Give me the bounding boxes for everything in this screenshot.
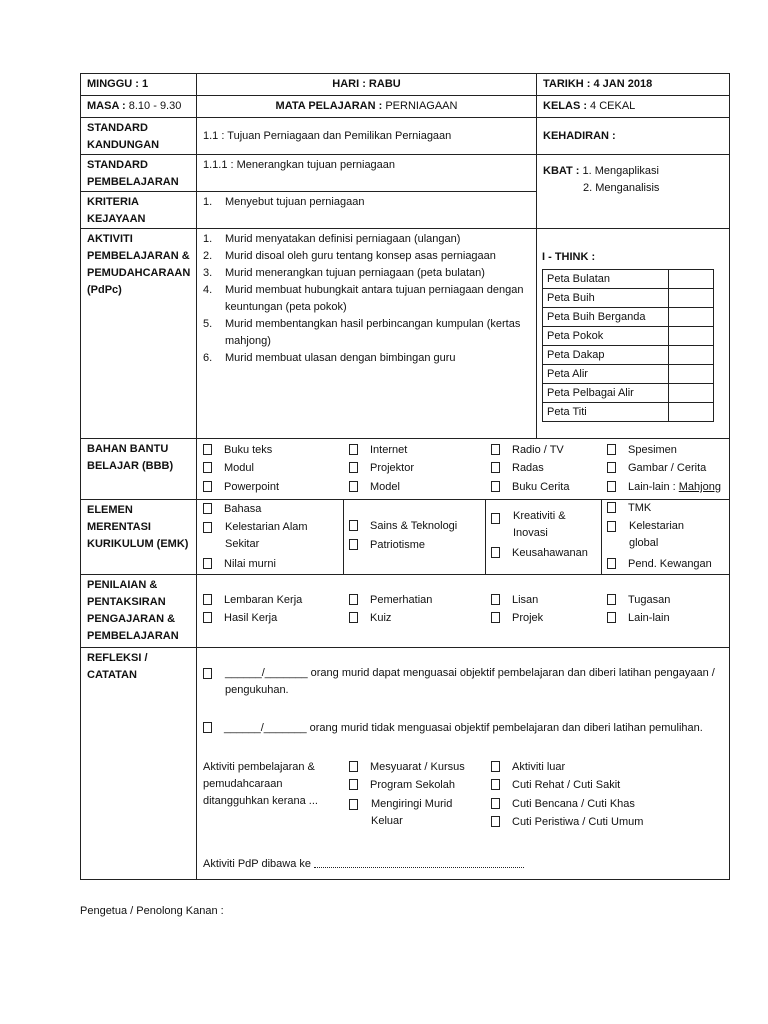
checkbox-icon[interactable] [203, 522, 212, 533]
emk-label: ELEMEN MERENTASI KURIKULUM (EMK) [87, 504, 189, 551]
bbb-option[interactable]: Projektor [349, 460, 414, 477]
emk-option[interactable]: Keusahawanan [491, 545, 588, 562]
standard-kandungan-value-cell [196, 117, 537, 155]
checkbox-icon[interactable] [607, 612, 616, 623]
checkbox-icon[interactable] [349, 799, 358, 810]
dibawa-input[interactable] [314, 867, 524, 868]
checkbox-icon[interactable] [349, 612, 358, 623]
bbb-option[interactable]: Buku Cerita [491, 479, 569, 496]
bbb-option[interactable]: Radas [491, 460, 544, 477]
hari-text: HARI : RABU [332, 78, 401, 90]
kriteria-value-cell [196, 191, 537, 229]
aktiviti-item: 3. Murid menerangkan tujuan perniagaan (peta bulatan) [203, 267, 485, 280]
checkbox-icon[interactable] [491, 481, 500, 492]
penilaian-label: PENILAIAN & PENTAKSIRAN PENGAJARAN & PEMBELAJARAN [87, 579, 179, 643]
ithink-row: Peta Buih Berganda [543, 308, 714, 327]
lesson-plan-table [80, 73, 730, 880]
checkbox-icon[interactable] [491, 612, 500, 623]
kriteria-item: 1. Menyebut tujuan perniagaan [203, 196, 365, 208]
bbb-label: BAHAN BANTU BELAJAR (BBB) [87, 443, 174, 473]
standard-pembelajaran-value: 1.1.1 : Menerangkan tujuan perniagaan [203, 159, 396, 171]
checkbox-icon[interactable] [349, 462, 358, 473]
refleksi-content-cell [196, 647, 730, 880]
penilaian-option[interactable]: Pemerhatian [349, 592, 432, 609]
checkbox-icon[interactable] [491, 798, 500, 809]
checkbox-icon[interactable] [607, 444, 616, 455]
ithink-row: Peta Pelbagai Alir [543, 384, 714, 403]
emk-option[interactable]: TMK [607, 500, 651, 517]
checkbox-icon[interactable] [607, 521, 616, 532]
kbat-item-2: 2. Menganalisis [583, 182, 660, 195]
kbat-cell [536, 154, 730, 229]
kehadiran-label: KEHADIRAN : [543, 130, 616, 142]
checkbox-icon[interactable] [349, 444, 358, 455]
bbb-option[interactable]: Model [349, 479, 400, 496]
checkbox-icon[interactable] [349, 520, 358, 531]
aktiviti-value-cell [196, 228, 537, 439]
checkbox-icon[interactable] [203, 462, 212, 473]
refleksi-option[interactable]: Cuti Peristiwa / Cuti Umum [491, 814, 643, 831]
penilaian-label-cell [80, 574, 197, 648]
bbb-option[interactable]: Powerpoint [203, 479, 279, 496]
aktiviti-item: 1. Murid menyatakan definisi perniagaan (ulangan) [203, 233, 461, 245]
kbat-label: KBAT : [543, 165, 580, 177]
kelas-cell [536, 95, 730, 118]
masa-label: MASA : [87, 100, 126, 112]
minggu-text: MINGGU : 1 [87, 78, 149, 90]
penilaian-option[interactable]: Kuiz [349, 610, 391, 627]
mata-pelajaran-value: PERNIAGAAN [382, 100, 458, 112]
checkbox-icon[interactable] [491, 547, 500, 558]
emk-col1-cell [196, 499, 344, 575]
kriteria-label-cell [80, 191, 197, 229]
penilaian-option[interactable]: Lembaran Kerja [203, 592, 302, 609]
checkbox-icon[interactable] [203, 612, 212, 623]
hari-cell [196, 73, 537, 96]
mata-pelajaran-label: MATA PELAJARAN : [275, 100, 383, 112]
ithink-row: Peta Pokok [543, 327, 714, 346]
ithink-checkbox[interactable] [669, 270, 714, 289]
emk-option[interactable]: Kelestarian global [607, 518, 707, 552]
ithink-label: I - THINK : [542, 251, 596, 263]
tarikh-text: TARIKH : 4 JAN 2018 [543, 78, 653, 90]
kehadiran-cell [536, 117, 730, 155]
ithink-checkbox[interactable] [669, 384, 714, 403]
ithink-checkbox[interactable] [669, 365, 714, 384]
refleksi-option[interactable]: Mengiringi Murid Keluar [349, 796, 479, 830]
checkbox-icon[interactable] [349, 761, 358, 772]
checkbox-icon[interactable] [491, 816, 500, 827]
ithink-checkbox[interactable] [669, 327, 714, 346]
checkbox-icon[interactable] [349, 779, 358, 790]
kelas-value: 4 CEKAL [587, 100, 636, 112]
checkbox-icon[interactable] [491, 444, 500, 455]
checkbox-icon[interactable] [349, 539, 358, 550]
ithink-row: Peta Dakap [543, 346, 714, 365]
checkbox-icon[interactable] [203, 668, 212, 679]
lain-lain-value: Mahjong [678, 481, 721, 493]
bbb-option[interactable]: Buku teks [203, 442, 272, 459]
checkbox-icon[interactable] [349, 481, 358, 492]
emk-col3-cell [485, 499, 602, 575]
checkbox-icon[interactable] [203, 722, 212, 733]
minggu-cell [80, 73, 197, 96]
ithink-row: Peta Alir [543, 365, 714, 384]
refleksi-option[interactable]: Program Sekolah [349, 777, 455, 794]
ithink-row: Peta Bulatan [543, 270, 714, 289]
standard-pembelajaran-value-cell [196, 154, 537, 192]
emk-col4-cell [601, 499, 730, 575]
emk-option[interactable]: Sains & Teknologi [349, 518, 457, 535]
standard-kandungan-value: 1.1 : Tujuan Perniagaan dan Pemilikan Perniagaan [203, 130, 452, 142]
checkbox-icon[interactable] [607, 594, 616, 605]
ithink-row: Peta Buih [543, 289, 714, 308]
ithink-checkbox[interactable] [669, 403, 714, 422]
penilaian-option[interactable]: Lain-lain [607, 610, 670, 627]
checkbox-icon[interactable] [203, 558, 212, 569]
emk-option[interactable]: Bahasa [203, 501, 261, 518]
pengetua-signature-line: Pengetua / Penolong Kanan : [80, 905, 224, 917]
bbb-option[interactable]: Gambar / Cerita [607, 460, 706, 477]
ithink-checkbox[interactable] [669, 289, 714, 308]
refleksi-line-menguasai[interactable]: ______/_______ orang murid dapat menguasai objektif pembelajaran dan diberi latihan pengayaan / pengukuhan. [203, 665, 723, 699]
checkbox-icon[interactable] [607, 462, 616, 473]
aktiviti-list [203, 231, 530, 367]
checkbox-icon[interactable] [491, 462, 500, 473]
checkbox-icon[interactable] [203, 444, 212, 455]
kriteria-label: KRITERIA KEJAYAAN [87, 196, 146, 226]
checkbox-icon[interactable] [349, 594, 358, 605]
checkbox-icon[interactable] [491, 779, 500, 790]
refleksi-label: REFLEKSI / CATATAN [87, 652, 148, 682]
checkbox-icon[interactable] [491, 513, 500, 524]
tarikh-cell [536, 73, 730, 96]
aktiviti-item: 6. Murid membuat ulasan dengan bimbingan guru [203, 352, 456, 365]
aktiviti-label: AKTIVITI PEMBELAJARAN & PEMUDAHCARAAN (PdPc) [87, 233, 191, 297]
emk-option[interactable]: Nilai murni [203, 556, 276, 573]
ditangguhkan-text: Aktiviti pembelajaran & pemudahcaraan ditangguhkan kerana ... [203, 761, 318, 808]
standard-kandungan-label: STANDARD KANDUNGAN [87, 122, 160, 152]
mata-pelajaran-cell [196, 95, 537, 118]
bbb-option[interactable]: Radio / TV [491, 442, 564, 459]
refleksi-label-cell [80, 647, 197, 880]
emk-col2-cell [343, 499, 486, 575]
kelas-label: KELAS : [543, 100, 587, 112]
masa-cell [80, 95, 197, 118]
checkbox-icon[interactable] [607, 502, 616, 513]
aktiviti-item: 5. Murid membentangkan hasil perbincangan kumpulan (kertas mahjong) [203, 318, 521, 348]
emk-label-cell [80, 499, 197, 575]
dibawa-line [203, 856, 524, 873]
emk-option[interactable]: Kelestarian Alam Sekitar [203, 519, 333, 553]
bbb-label-cell [80, 438, 197, 500]
standard-pembelajaran-label-cell [80, 154, 197, 192]
penilaian-option[interactable]: Tugasan [607, 592, 670, 609]
penilaian-option[interactable]: Lisan [491, 592, 538, 609]
refleksi-option[interactable]: Cuti Rehat / Cuti Sakit [491, 777, 620, 794]
standard-kandungan-label-cell [80, 117, 197, 155]
bbb-option[interactable]: Spesimen [607, 442, 677, 459]
penilaian-options-cell [196, 574, 730, 648]
refleksi-option[interactable]: Cuti Bencana / Cuti Khas [491, 796, 635, 813]
checkbox-icon[interactable] [491, 594, 500, 605]
emk-option[interactable]: Pend. Kewangan [607, 556, 712, 573]
aktiviti-label-cell [80, 228, 197, 439]
standard-pembelajaran-label: STANDARD PEMBELAJARAN [87, 159, 179, 189]
emk-option[interactable]: Patriotisme [349, 537, 425, 554]
ithink-cell [536, 228, 730, 439]
checkbox-icon[interactable] [203, 481, 212, 492]
checkbox-icon[interactable] [203, 594, 212, 605]
bbb-option-lain-lain[interactable]: Lain-lain : Mahjong [607, 479, 721, 496]
checkbox-icon[interactable] [491, 761, 500, 772]
refleksi-option[interactable]: Aktiviti luar [491, 759, 565, 776]
checkbox-icon[interactable] [203, 503, 212, 514]
checkbox-icon[interactable] [607, 558, 616, 569]
aktiviti-item: 2. Murid disoal oleh guru tentang konsep asas perniagaan [203, 250, 496, 263]
kbat-item-1: 1. Mengaplikasi [582, 165, 659, 177]
checkbox-icon[interactable] [607, 481, 616, 492]
emk-option[interactable]: Kreativiti & Inovasi [491, 508, 596, 542]
penilaian-option[interactable]: Projek [491, 610, 543, 627]
aktiviti-item: 4. Murid membuat hubungkait antara tujuan perniagaan dengan keuntungan (peta pokok) [203, 284, 524, 314]
masa-value: 8.10 - 9.30 [125, 100, 182, 112]
bbb-option[interactable]: Internet [349, 442, 407, 459]
ithink-table [542, 269, 714, 422]
bbb-options-cell [196, 438, 730, 500]
refleksi-line-tidak-menguasai[interactable]: ______/_______ orang murid tidak menguasai objektif pembelajaran dan diberi latihan pemulihan. [203, 720, 703, 737]
dibawa-text: Aktiviti PdP dibawa ke [203, 858, 315, 870]
bbb-option[interactable]: Modul [203, 460, 254, 477]
refleksi-option[interactable]: Mesyuarat / Kursus [349, 759, 465, 776]
penilaian-option[interactable]: Hasil Kerja [203, 610, 277, 627]
ithink-checkbox[interactable] [669, 308, 714, 327]
ithink-checkbox[interactable] [669, 346, 714, 365]
ithink-row: Peta Titi [543, 403, 714, 422]
